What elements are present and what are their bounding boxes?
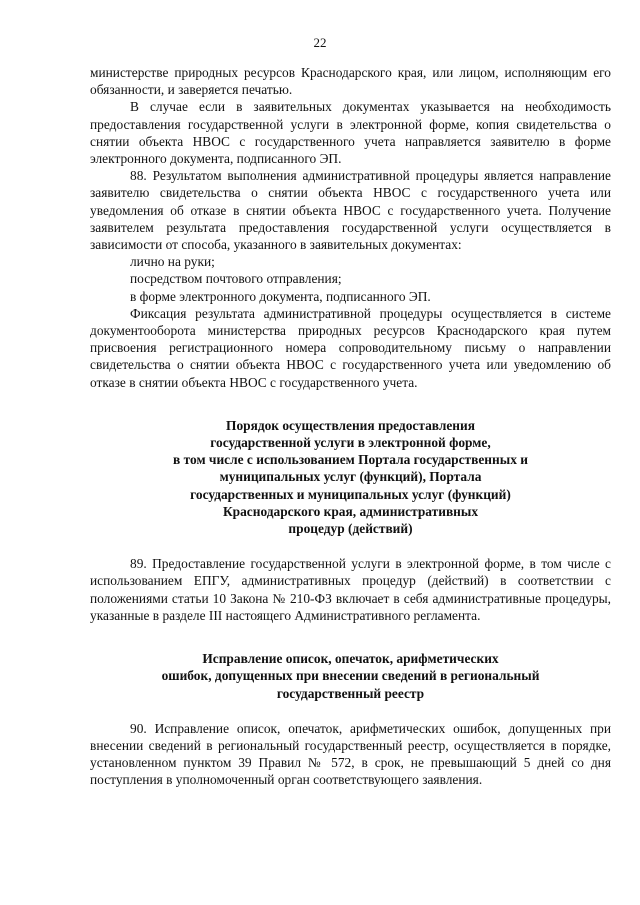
heading-line: процедур (действий) [288, 521, 413, 537]
heading-line: государственных и муниципальных услуг (функций) [190, 486, 511, 502]
list-item: лично на руки; [130, 254, 215, 270]
section-heading-corrections [90, 650, 611, 702]
paragraph-electronic-copy: В случае если в заявительных документах указывается на необходимость предоставления государственной услуги в электронной форме, копия свидетельства о снятии объекта НВОС с государственного учета направляется заявителю в форме электронного документа, подписанного ЭП. [90, 99, 611, 167]
section-heading-electronic [90, 417, 611, 537]
heading-line: Исправление описок, опечаток, арифметических [202, 651, 499, 667]
heading-line: ошибок, допущенных при внесении сведений в региональный [161, 668, 540, 684]
heading-line: муниципальных услуг (функций), Портала [219, 469, 482, 485]
paragraph-fixation: Фиксация результата административной процедуры осуществляется в системе документооборота министерства природных ресурсов Краснодарского края путем присвоения регистрационного номера сопроводительному письму о направлении свидетельства о снятии объекта НВОС с государственного учета или уведомлению об отказе в снятии объекта НВОС с государственного учета. [90, 305, 611, 390]
page-number: 22 [313, 35, 327, 50]
heading-line: государственный реестр [276, 685, 425, 701]
heading-line: Краснодарского края, административных [222, 503, 479, 519]
paragraph-continuation: министерстве природных ресурсов Краснодарского края, или лицом, исполняющим его обязанности, и заверяется печатью. [90, 65, 611, 98]
heading-line: государственной услуги в электронной форме, [210, 435, 491, 451]
paragraph-88: 88. Результатом выполнения административной процедуры является направление заявителю свидетельства о снятии объекта НВОС с государственного учета или уведомления об отказе в снятии объекта НВОС с государственного учета. Получение заявителем результата предоставления государственной услуги осуществляется в зависимости от способа, указанного в заявительных документах: [90, 168, 611, 253]
paragraph-90: 90. Исправление описок, опечаток, арифметических ошибок, допущенных при внесении сведений в региональный государственный реестр, осуществляется в порядке, установленном пунктом 39 Правил № 572, в срок, не превышающий 5 дней со дня поступления в уполномоченный орган соответствующего заявления. [90, 720, 611, 788]
list-item: в форме электронного документа, подписанного ЭП. [130, 288, 431, 304]
document-body [90, 64, 611, 789]
heading-line: Порядок осуществления предоставления [226, 417, 475, 433]
paragraph-89: 89. Предоставление государственной услуги в электронной форме, в том числе с использованием ЕПГУ, административных процедур (действий) в соответствии с положениями статьи 10 Закона № 210-ФЗ включает в себя административные процедуры, указанные в разделе III настоящего Административного регламента. [90, 556, 611, 623]
list-item: посредством почтового отправления; [130, 271, 342, 287]
heading-line: в том числе с использованием Портала государственных и [173, 452, 528, 468]
